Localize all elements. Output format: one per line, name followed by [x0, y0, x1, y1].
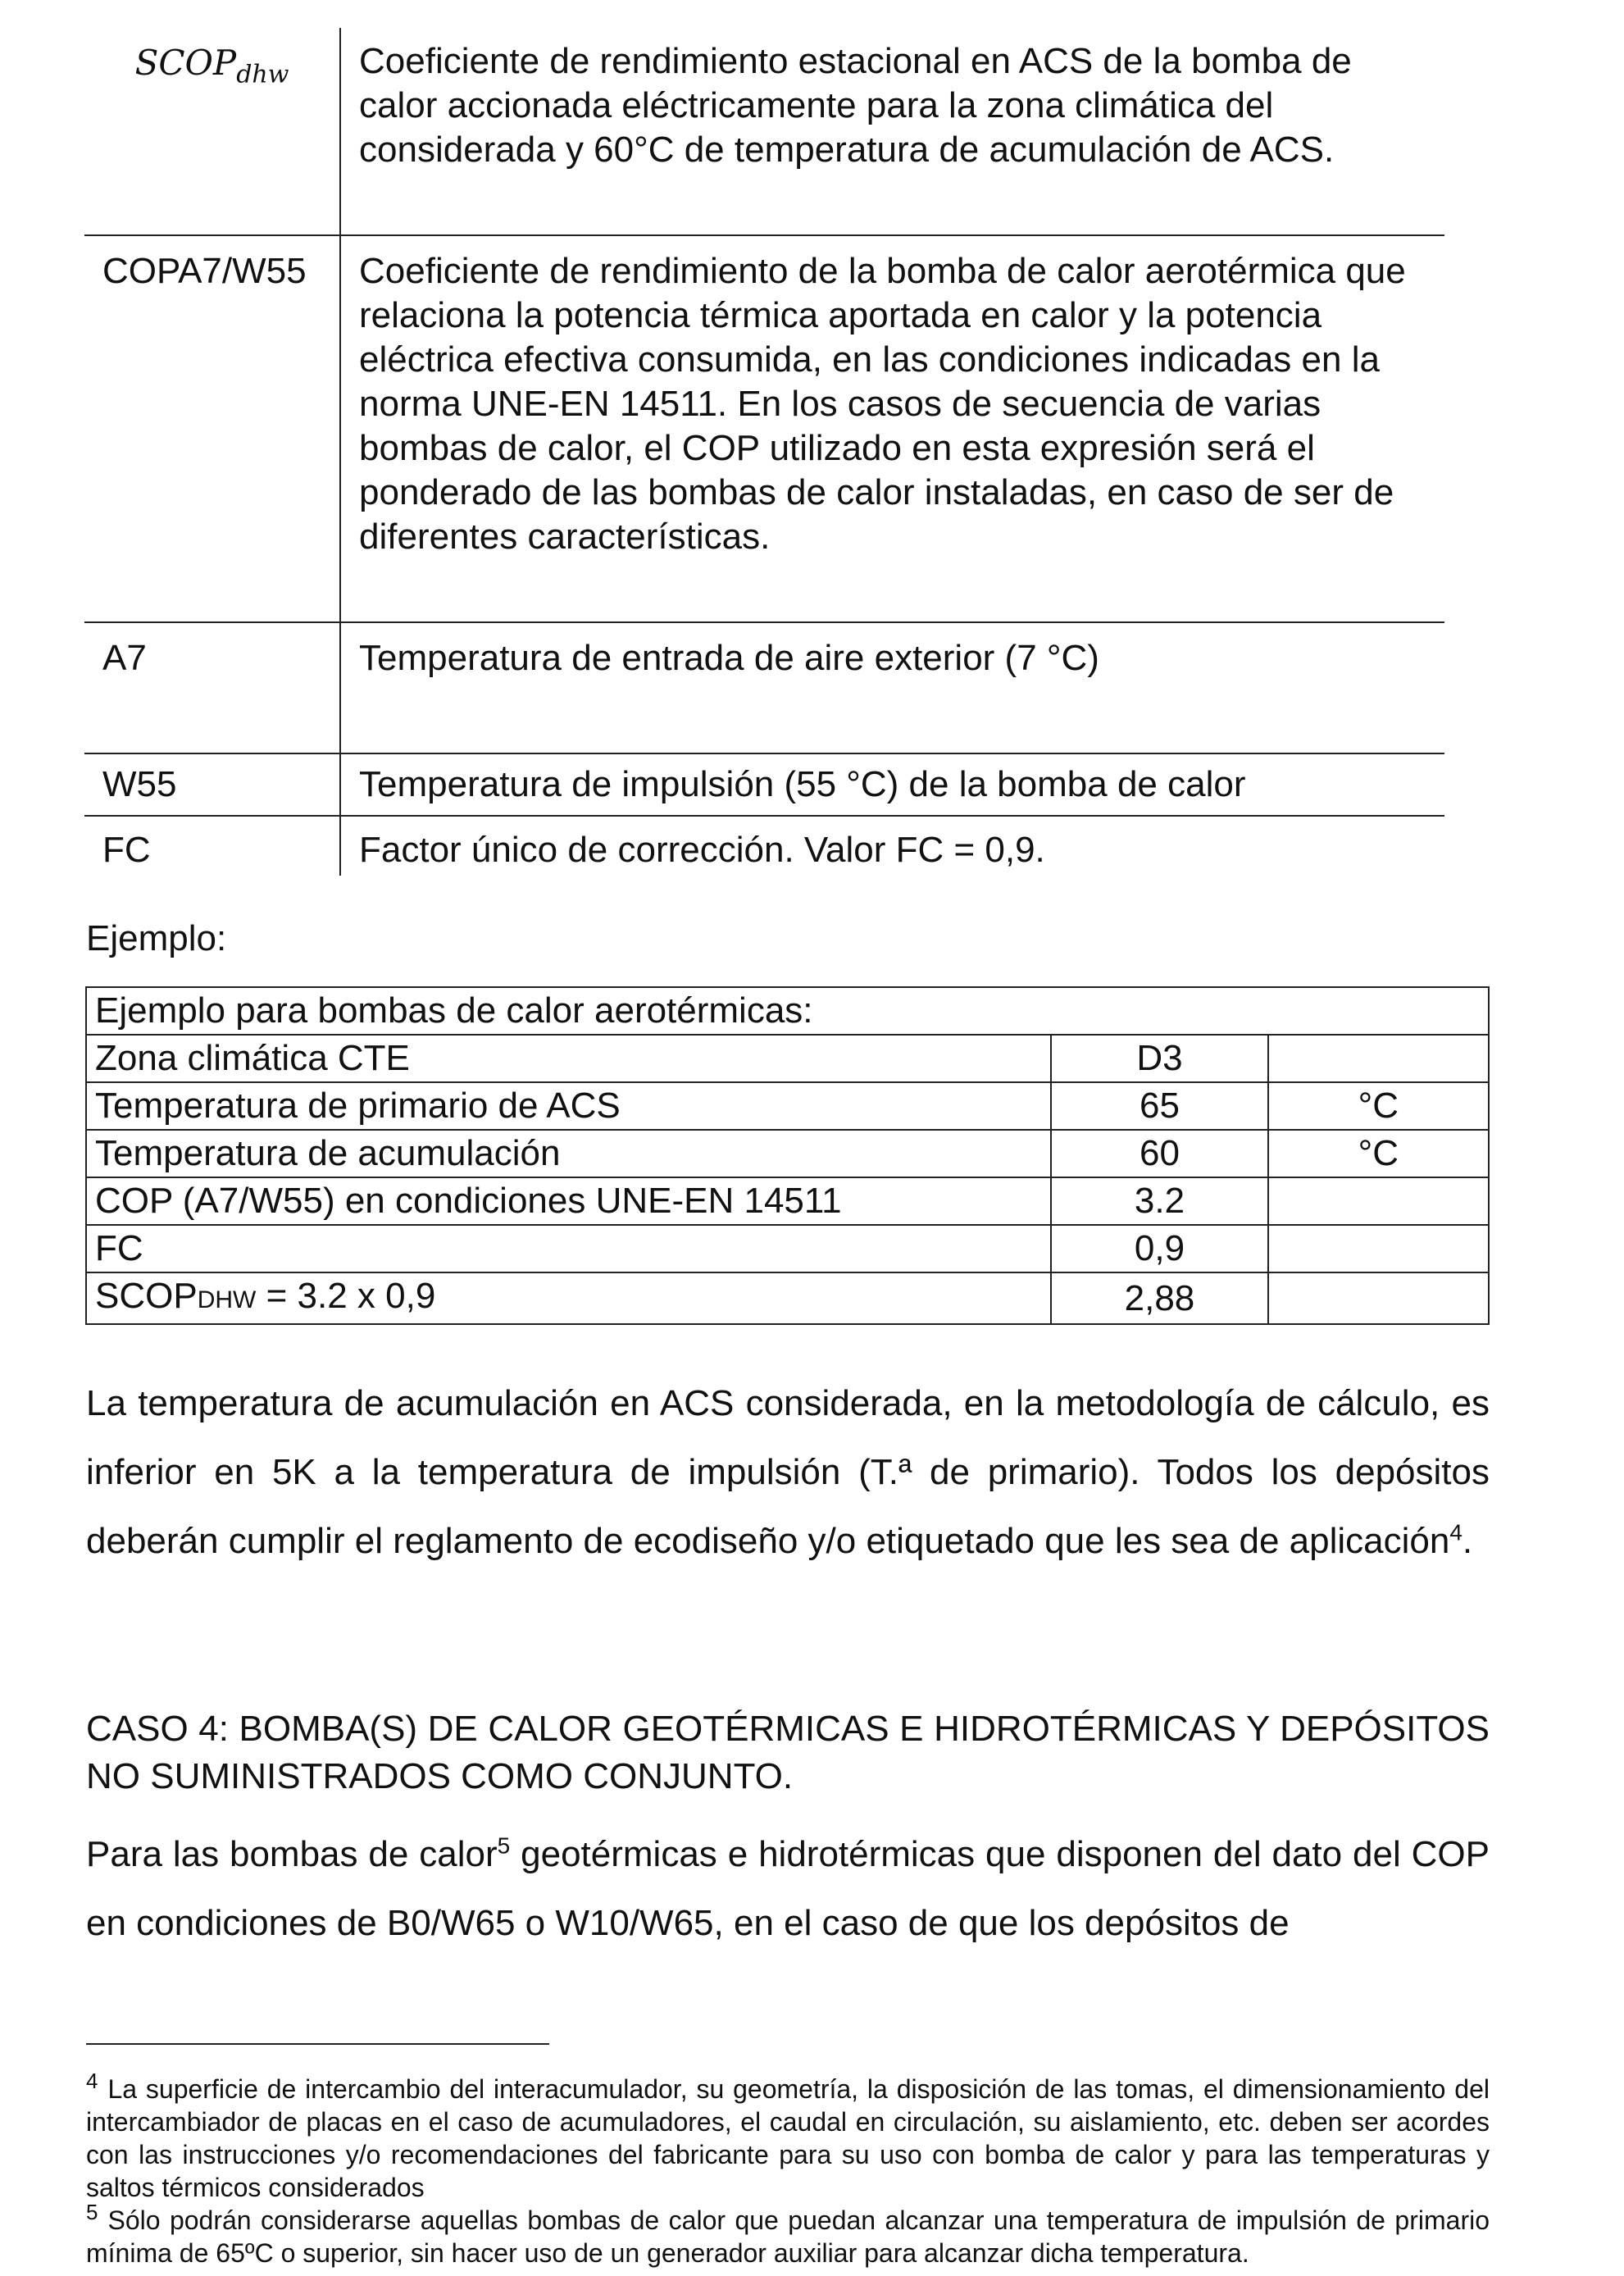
- table-cell-value: 2,88: [1051, 1272, 1267, 1324]
- definition-row: [84, 815, 1444, 876]
- definition-row: [84, 753, 1444, 815]
- table-cell-value: 60: [1051, 1130, 1267, 1177]
- footnote: $^4$ La superficie de intercambio del interacumulador, su geometría, la disposición de las tomas, el dimensionamiento del intercambiador de placas en el caso de acumuladores, el caudal en circulación, su aislamiento, etc. deben ser acordes con las instrucciones y/o recomendaciones del fabricante para su uso con bomba de calor y para las temperaturas y saltos térmicos considerados: [86, 2069, 1490, 2202]
- table-header-row: [86, 987, 1489, 1035]
- table-row: [86, 1177, 1489, 1225]
- table-row: [86, 1272, 1489, 1324]
- table-cell-unit: °C: [1268, 1130, 1489, 1177]
- paragraph: Para las bombas de calor$^5$ geotérmicas e hidrotérmicas que disponen del dato del COP en condiciones de B0/W65 o W10/W65, en el caso de que los depósitos de: [86, 1832, 1490, 1943]
- table-cell-value: 0,9: [1051, 1225, 1267, 1272]
- table-cell-unit: [1268, 1035, 1489, 1082]
- definition-symbol: W55: [102, 764, 177, 804]
- definition-symbol: $SCOP_{dhw}$: [134, 43, 289, 89]
- footnote-ref: 4: [1449, 1519, 1463, 1545]
- definition-text: Temperatura de impulsión (55 °C) de la bomba de calor: [339, 754, 1444, 815]
- table-cell-label: Zona climática CTE: [86, 1035, 1051, 1082]
- table-cell-label: SCOPDHW = 3.2 x 0,9: [86, 1272, 1051, 1324]
- definition-row: [84, 28, 1444, 234]
- definition-text: Temperatura de entrada de aire exterior (7 °C): [339, 623, 1444, 753]
- definition-symbol: COPA7/W55: [102, 251, 307, 291]
- table-header-cell: Ejemplo para bombas de calor aerotérmicas:: [86, 987, 1489, 1035]
- footnote-ref: 5: [497, 1832, 511, 1859]
- table-cell-unit: [1268, 1272, 1489, 1324]
- table-cell-label: Temperatura de acumulación: [86, 1130, 1051, 1177]
- table-cell-value: D3: [1051, 1035, 1267, 1082]
- definition-symbol: FC: [102, 830, 151, 870]
- definition-text: Factor único de corrección. Valor FC = 0,9.: [339, 817, 1444, 876]
- definition-symbol: A7: [102, 638, 147, 678]
- table-cell-label: COP (A7/W55) en condiciones UNE-EN 14511: [86, 1177, 1051, 1225]
- table-cell-label: Temperatura de primario de ACS: [86, 1082, 1051, 1130]
- footnote-separator: [86, 2043, 549, 2045]
- example-label: Ejemplo:: [86, 918, 227, 958]
- table-cell-value: 3.2: [1051, 1177, 1267, 1225]
- paragraph: La temperatura de acumulación en ACS considerada, en la metodología de cálculo, es inferior en 5K a la temperatura de impulsión (T.ª de primario). Todos los depósitos deberán cumplir el reglamento de ecodiseño y/o etiquetado que les sea de aplicación$^4$.: [86, 1383, 1490, 1561]
- table-row: [86, 1035, 1489, 1082]
- table-cell-unit: [1268, 1225, 1489, 1272]
- table-cell-unit: [1268, 1177, 1489, 1225]
- definition-text: Coeficiente de rendimiento estacional en ACS de la bomba de calor accionada eléctricamente para la zona climática del considerada y 60°C de temperatura de acumulación de ACS.: [339, 28, 1444, 234]
- table-cell-label: FC: [86, 1225, 1051, 1272]
- definition-row: [84, 234, 1444, 621]
- table-cell-unit: °C: [1268, 1082, 1489, 1130]
- example-table: [85, 986, 1490, 1325]
- table-row: [86, 1082, 1489, 1130]
- footnote: $^5$ Sólo podrán considerarse aquellas bombas de calor que puedan alcanzar una temperatura de impulsión de primario mínima de 65ºC o superior, sin hacer uso de un generador auxiliar para alcanzar dicha temperatura.: [86, 2200, 1490, 2268]
- section-heading: CASO 4: BOMBA(S) DE CALOR GEOTÉRMICAS E HIDROTÉRMICAS Y DEPÓSITOS NO SUMINISTRADOS COMO CONJUNTO.: [86, 1709, 1490, 1796]
- table-row: [86, 1225, 1489, 1272]
- table-row: [86, 1130, 1489, 1177]
- definition-text: Coeficiente de rendimiento de la bomba de calor aerotérmica que relaciona la potencia térmica aportada en calor y la potencia eléctrica efectiva consumida, en las condiciones indicadas en la norma UNE-EN 14511. En los casos de secuencia de varias bombas de calor, el COP utilizado en esta expresión será el ponderado de las bombas de calor instaladas, en caso de ser de diferentes características.: [339, 236, 1444, 621]
- definitions-table: [84, 28, 1444, 876]
- table-cell-value: 65: [1051, 1082, 1267, 1130]
- definition-row: [84, 621, 1444, 753]
